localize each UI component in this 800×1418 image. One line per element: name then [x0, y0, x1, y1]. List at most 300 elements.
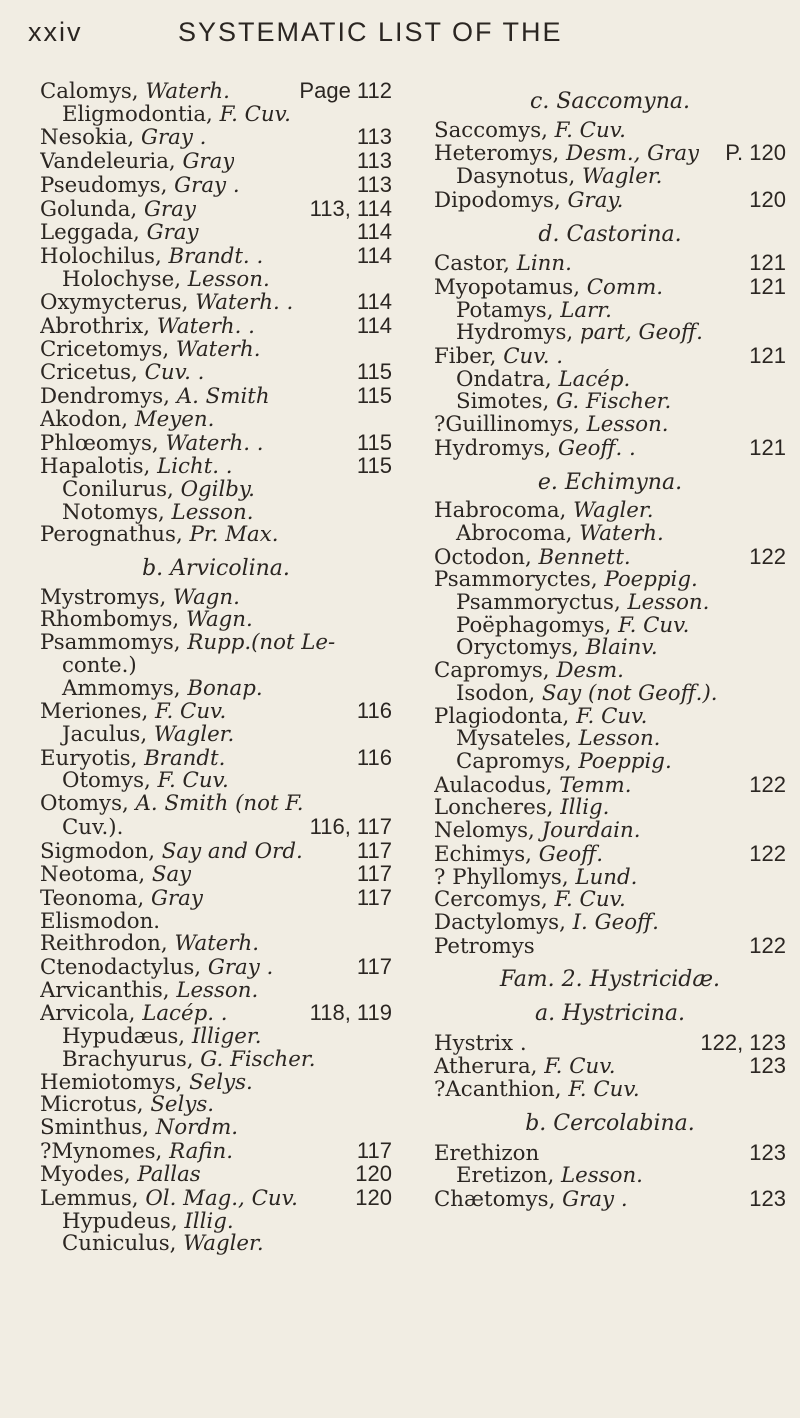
section-heading: a. Hystricina. [534, 1001, 686, 1027]
genus-name: Sminthus, [40, 1116, 150, 1140]
page-reference: 123 [749, 1139, 786, 1165]
index-entry [434, 1165, 786, 1188]
page-reference: 114 [356, 313, 392, 339]
author-name: Say and Ord. [161, 840, 303, 864]
author-name: Blainv. [585, 637, 658, 661]
index-entry [434, 637, 786, 660]
genus-name: Chætomys, [434, 1188, 556, 1212]
author-name: Cuv. . [144, 362, 205, 386]
genus-name: Nelomys, [434, 820, 535, 843]
index-entry [434, 391, 786, 414]
genus-name: Plagiodonta, [434, 705, 570, 729]
index-entry [434, 912, 786, 935]
author-name: Wagn. [185, 609, 253, 633]
page-reference: 118, 119 [309, 1000, 392, 1026]
genus-name: Dactylomys, [434, 911, 566, 935]
page-reference: 113 [356, 171, 392, 197]
page-reference: 115 [356, 359, 392, 385]
genus-name: Petromys [434, 935, 535, 959]
author-name: Lesson. [586, 414, 669, 437]
author-name: A. Smith [176, 386, 270, 409]
index-entry [434, 889, 786, 912]
index-entry [434, 142, 786, 166]
index-entry [434, 186, 786, 213]
index-entry [40, 1163, 392, 1187]
genus-name: Poëphagomys, [456, 614, 612, 638]
genus-name: Hydromys, [434, 437, 552, 461]
index-entry [434, 1185, 786, 1212]
index-entry [434, 867, 786, 890]
author-name: Waterh. [175, 338, 261, 362]
index-entry [434, 1139, 786, 1166]
index-entry [40, 1233, 392, 1256]
genus-name: Arvicanthis, [40, 979, 170, 1003]
right-column [434, 80, 786, 1212]
index-entry [40, 1094, 392, 1117]
page-reference: 116 [356, 698, 392, 724]
index-entry [40, 770, 392, 793]
page-reference: 122 [749, 932, 786, 958]
author-name: Ogilby. [180, 478, 255, 502]
author-name: G. Fischer. [200, 1048, 316, 1072]
page-reference: 122 [749, 840, 786, 866]
genus-name: Phlœomys, [40, 432, 159, 456]
author-name: part, Geoff. [579, 322, 703, 346]
author-name: Rafin. [169, 1140, 233, 1164]
index-entry [434, 820, 786, 843]
index-entry [40, 479, 392, 502]
author-name: I. Geoff. [572, 911, 659, 935]
genus-name: Myopotamus, [434, 276, 580, 300]
genus-name: Capromys, [434, 660, 550, 683]
genus-name: Hemiotomys, [40, 1071, 183, 1095]
index-entry [40, 524, 392, 547]
author-name: F. Cuv. [554, 889, 626, 912]
index-entry [40, 933, 392, 956]
genus-name: Cuv.). [62, 816, 124, 840]
index-entry [40, 744, 392, 771]
genus-name: Dipodomys, [434, 189, 561, 213]
author-name: Licht. . [157, 456, 233, 479]
author-name: Ol. Mag., Cuv. [145, 1188, 298, 1211]
author-name: Lesson. [171, 501, 254, 525]
running-header [28, 12, 760, 52]
genus-name: Golunda, [40, 198, 138, 222]
genus-name: Octodon, [434, 546, 532, 570]
page-reference: P. 120 [725, 140, 786, 166]
index-entry [40, 150, 392, 174]
genus-name: Loncheres, [434, 797, 554, 821]
index-entry [40, 455, 392, 479]
genus-name: Hypudæus, [62, 1026, 186, 1049]
author-name: Waterh. . [195, 292, 294, 316]
author-name: Wagler. [582, 166, 663, 189]
index-entry [434, 543, 786, 570]
genus-name: conte.) [62, 654, 137, 678]
page-reference: 122, 123 [700, 1029, 786, 1055]
page-reference: 121 [749, 343, 786, 369]
index-entry [40, 291, 392, 315]
author-name: Illig. [560, 797, 610, 821]
genus-name: Holochyse, [62, 268, 182, 292]
index-entry [434, 706, 786, 729]
genus-name: Cuniculus, [62, 1233, 177, 1257]
author-name: Gray [182, 151, 235, 174]
genus-name: Simotes, [456, 391, 550, 415]
index-entry [434, 414, 786, 437]
index-entry [40, 632, 392, 655]
author-name: Pallas [137, 1164, 201, 1188]
genus-name: Psammoryctus, [456, 592, 621, 615]
author-name: Desm. [556, 660, 624, 683]
index-entry [40, 609, 392, 632]
index-entry [40, 269, 392, 292]
genus-name: Saccomys, [434, 119, 548, 143]
page-reference: 117 [356, 861, 392, 887]
author-name: Selys. [189, 1071, 253, 1095]
page-reference: 114 [356, 242, 392, 268]
index-entry [434, 840, 786, 867]
genus-name: Habrocoma, [434, 500, 567, 523]
genus-name: Hypudeus, [62, 1210, 178, 1234]
page-reference: 114 [356, 219, 392, 245]
page-reference: 121 [749, 434, 786, 460]
index-entry [40, 502, 392, 525]
section-heading: c. Saccomyna. [530, 89, 690, 114]
author-name: F. Cuv. [576, 705, 648, 729]
author-name: Waterh. [145, 81, 230, 104]
genus-name: Castor, [434, 253, 510, 276]
author-name: Lacép. . [142, 1003, 228, 1027]
genus-name: Cricetus, [40, 362, 138, 386]
author-name: Lesson. [561, 1165, 643, 1188]
author-name: Gray . [140, 127, 207, 151]
author-name: Geoff. . [557, 437, 636, 461]
author-name: Wagn. [173, 586, 240, 610]
index-entry [434, 728, 786, 751]
index-entry [40, 361, 392, 385]
genus-name: Psammoryctes, [434, 569, 598, 593]
author-name: Wagler. [183, 1233, 264, 1257]
index-entry [40, 1137, 392, 1164]
genus-name: Ondatra, [456, 368, 552, 392]
genus-name: Perognathus, [40, 524, 183, 548]
page-reference: 116, 117 [309, 813, 392, 839]
section-heading: e. Echimyna. [537, 469, 683, 495]
genus-name: Erethizon [434, 1142, 540, 1166]
index-entry [40, 195, 392, 222]
page-reference: 115 [356, 429, 392, 455]
page-reference: 122 [749, 771, 786, 797]
index-entry [40, 793, 392, 816]
author-name: Lesson. [627, 592, 710, 615]
genus-name: Isodon, [456, 682, 536, 706]
author-name: Waterh. [579, 522, 664, 546]
index-entry [40, 171, 392, 198]
author-name: Poeppig. [604, 569, 698, 593]
page-reference: 117 [356, 1137, 392, 1163]
index-entry [40, 1049, 392, 1072]
genus-name: Sigmodon, [40, 840, 155, 864]
genus-name: Mysateles, [456, 728, 572, 751]
index-entry [434, 322, 786, 345]
index-entry [40, 1187, 392, 1211]
index-entry [434, 369, 786, 392]
index-entry [40, 409, 392, 432]
index-entry [40, 655, 392, 678]
author-name: Pr. Max. [189, 524, 279, 548]
index-entry [40, 242, 392, 269]
author-name: F. Cuv. [219, 103, 291, 127]
genus-name: Hystrix . [434, 1032, 527, 1056]
page-reference: 122 [749, 543, 786, 569]
index-entry [40, 315, 392, 339]
page-reference: 117 [356, 954, 392, 980]
author-name: Lacép. [558, 368, 631, 392]
author-name: Jourdain. [541, 820, 641, 843]
genus-name: Meriones, [40, 701, 149, 724]
genus-name: Mystromys, [40, 586, 167, 610]
page-reference: 114 [356, 289, 392, 315]
genus-name: Eligmodontia, [62, 103, 213, 127]
author-name: Cuv. . [503, 346, 564, 369]
author-name: Lesson. [578, 728, 661, 751]
index-entry [40, 1072, 392, 1095]
page-reference: 123 [749, 1185, 786, 1211]
page-reference: Page 112 [299, 78, 392, 103]
genus-name: Microtus, [40, 1094, 144, 1117]
genus-name: Lemmus, [40, 1188, 139, 1211]
page-reference: 113 [356, 148, 392, 174]
genus-name: Nesokia, [40, 127, 135, 151]
genus-name: Hydromys, [456, 322, 574, 346]
author-name: Desm., Gray [566, 143, 700, 167]
genus-name: Otomys, [62, 770, 151, 794]
author-name: Bennett. [538, 546, 631, 570]
genus-name: Reithrodon, [40, 933, 168, 957]
genus-name: Conilurus, [62, 478, 174, 502]
author-name: Larr. [560, 299, 612, 323]
author-name: Lesson. [176, 979, 259, 1003]
index-entry [434, 592, 786, 615]
author-name: Waterh. . [156, 316, 255, 339]
page-reference: 116 [356, 744, 392, 770]
genus-name: Abrocoma, [456, 522, 573, 546]
author-name: A. Smith (not F. [135, 793, 304, 816]
genus-name: Heteromys, [434, 143, 560, 167]
page-reference: 113 [356, 124, 392, 150]
author-name: Temm. [559, 774, 632, 798]
page-reference: 115 [356, 383, 392, 409]
index-entry [434, 615, 786, 638]
left-column [40, 80, 392, 1256]
page-reference: 120 [355, 1185, 392, 1211]
page-reference: 121 [749, 273, 786, 299]
author-name: Illiger. [191, 1026, 262, 1049]
index-entry [434, 252, 786, 276]
author-name: Gray [150, 887, 203, 911]
index-entry [40, 221, 392, 245]
genus-name: Echimys, [434, 843, 532, 867]
genus-name: Eretizon, [456, 1165, 555, 1188]
author-name: Brandt. [144, 747, 226, 771]
index-entry [434, 683, 786, 706]
page-number: xxiv [28, 16, 83, 47]
author-name: Illig. [184, 1210, 234, 1234]
index-entry [434, 1079, 786, 1102]
page-reference: 120 [749, 186, 786, 212]
index-entry [434, 771, 786, 798]
genus-name: ?Mynomes, [40, 1140, 163, 1164]
index-entry [40, 678, 392, 701]
genus-name: Rhombomys, [40, 609, 180, 633]
author-name: Linn. [516, 253, 572, 276]
genus-name: ? Phyllomys, [434, 866, 569, 890]
index-entry [434, 120, 786, 143]
genus-name: Brachyurus, [62, 1048, 194, 1072]
author-name: Gray . [207, 957, 274, 980]
page-reference: 113, 114 [309, 195, 392, 221]
section-heading: Fam. 2. Hystricidæ. [499, 967, 721, 993]
genus-name: Vandeleuria, [40, 151, 176, 174]
author-name: F. Cuv. [618, 614, 690, 638]
index-entry [40, 339, 392, 362]
index-entry [40, 700, 392, 724]
genus-name: Jaculus, [62, 723, 148, 747]
author-name: Waterh. . [165, 432, 264, 456]
page-reference: 115 [356, 453, 392, 479]
index-entry [434, 751, 786, 774]
index-entry [40, 80, 392, 104]
index-entry [434, 932, 786, 959]
author-name: Bonap. [187, 677, 263, 701]
genus-name: Leggada, [40, 222, 140, 245]
author-name: Wagler. [153, 723, 235, 747]
genus-name: Euryotis, [40, 747, 138, 771]
index-entry [434, 660, 786, 683]
genus-name: Cercomys, [434, 889, 548, 912]
genus-name: Ammomys, [62, 677, 181, 701]
genus-name: Atherura, [434, 1056, 538, 1080]
page-reference: 120 [355, 1161, 392, 1187]
index-entry [40, 813, 392, 840]
genus-name: Oryctomys, [456, 637, 579, 661]
author-name: F. Cuv. [568, 1079, 640, 1102]
genus-name: Oxymycterus, [40, 292, 189, 316]
author-name: G. Fischer. [556, 391, 672, 415]
author-name: Say (not Geoff.). [541, 682, 718, 706]
genus-name: ?Acanthion, [434, 1079, 562, 1102]
index-entry [434, 569, 786, 592]
genus-name: Teonoma, [40, 887, 145, 911]
genus-name: Fiber, [434, 346, 497, 369]
author-name: Comm. [586, 276, 664, 300]
page-reference: 117 [356, 884, 392, 910]
index-entry [434, 500, 786, 523]
index-entry [40, 385, 392, 409]
genus-name: Capromys, [456, 750, 572, 774]
author-name: Gray . [562, 1188, 628, 1212]
genus-name: Cricetomys, [40, 338, 170, 362]
genus-name: Dasynotus, [456, 166, 576, 189]
index-entry [40, 956, 392, 980]
author-name: F. Cuv. [544, 1056, 616, 1080]
genus-name: Akodon, [40, 408, 129, 432]
genus-name: Ctenodactylus, [40, 957, 202, 980]
author-name: Gray [143, 198, 196, 222]
index-entry [40, 837, 392, 864]
genus-name: Calomys, [40, 81, 139, 104]
author-name: Selys. [150, 1094, 215, 1117]
genus-name: Otomys, [40, 793, 129, 816]
index-entry [40, 1211, 392, 1234]
index-entry [434, 1055, 786, 1079]
author-name: Gray. [567, 189, 624, 213]
genus-name: Dendromys, [40, 386, 170, 409]
page-reference: 121 [749, 250, 786, 276]
index-entry [40, 587, 392, 610]
index-entry [40, 884, 392, 911]
author-name: Rupp.(not Le- [187, 632, 336, 655]
index-entry [40, 980, 392, 1003]
index-entry [40, 126, 392, 150]
index-entry [40, 1002, 392, 1026]
index-entry [434, 797, 786, 820]
section-heading: b. Cercolabina. [525, 1110, 695, 1136]
author-name: Geoff. [538, 843, 604, 867]
author-name: Gray [146, 222, 199, 245]
index-entry [40, 911, 392, 934]
author-name: F. Cuv. [554, 119, 626, 143]
author-name: Poeppig. [578, 750, 672, 774]
author-name: F. Cuv. [155, 701, 227, 724]
running-title: SYSTEMATIC LIST OF THE [178, 16, 563, 47]
genus-name: Potamys, [456, 299, 554, 323]
genus-name: Notomys, [62, 501, 165, 525]
section-heading: d. Castorina. [538, 221, 682, 247]
index-entry [434, 273, 786, 300]
author-name: Meyen. [134, 408, 215, 432]
author-name: Say [151, 864, 192, 887]
index-entry [434, 345, 786, 369]
index-entry [40, 1026, 392, 1049]
genus-name: Holochilus, [40, 245, 162, 269]
index-entry [40, 724, 392, 747]
index-entry [40, 104, 392, 127]
index-entry [40, 863, 392, 887]
genus-name: Psammomys, [40, 632, 181, 655]
index-entry [434, 300, 786, 323]
genus-name: Elismodon. [40, 910, 161, 934]
author-name: Gray . [174, 174, 240, 198]
index-entry [434, 523, 786, 546]
genus-name: Pseudomys, [40, 174, 168, 198]
author-name: F. Cuv. [157, 770, 229, 794]
genus-name: Abrothrix, [40, 316, 151, 339]
section-heading: b. Arvicolina. [142, 556, 290, 582]
page-reference: 117 [356, 837, 392, 863]
genus-name: Hapalotis, [40, 456, 151, 479]
author-name: Wagler. [573, 500, 654, 523]
author-name: Brandt. . [168, 245, 264, 269]
author-name: Waterh. [174, 933, 260, 957]
page-reference: 123 [749, 1053, 786, 1079]
author-name: Lund. [575, 866, 638, 890]
genus-name: Aulacodus, [434, 774, 553, 798]
genus-name: Myodes, [40, 1164, 131, 1188]
index-entry [40, 1117, 392, 1140]
genus-name: Neotoma, [40, 864, 146, 887]
